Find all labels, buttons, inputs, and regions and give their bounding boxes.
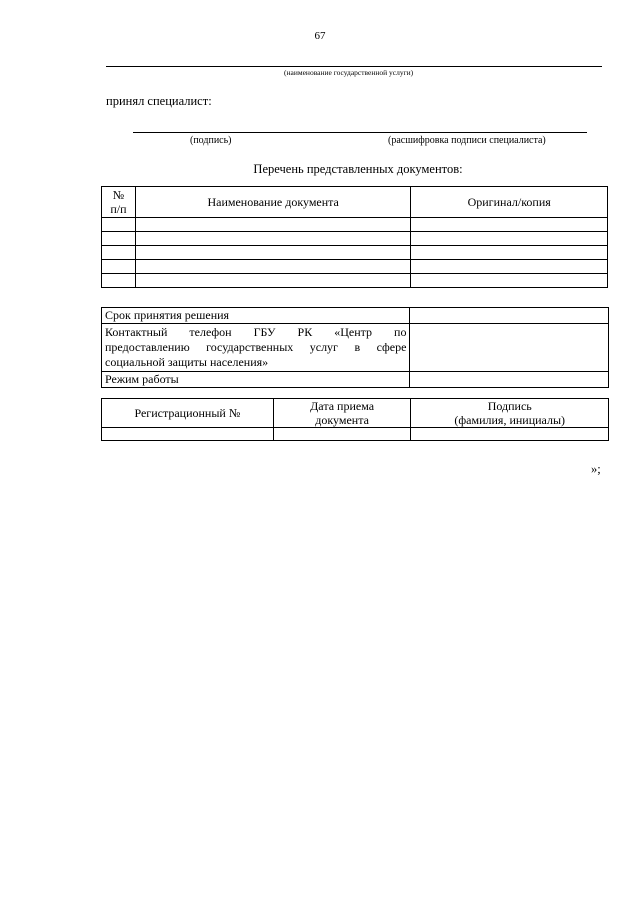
table-row [102, 274, 608, 288]
accepted-label: принял специалист: [106, 94, 212, 108]
contact-line-3: социальной защиты населения» [105, 355, 269, 369]
reg-number-header: Регистрационный № [102, 399, 274, 428]
signature-line [133, 132, 587, 133]
table-row [102, 218, 608, 232]
signature-caption: (подпись) [190, 135, 232, 146]
closing-quote: »; [591, 462, 601, 476]
signature-decode-caption: (расшифровка подписи специалиста) [388, 135, 546, 146]
info-table [101, 307, 609, 388]
table-row [102, 232, 608, 246]
service-name-line [106, 66, 602, 67]
signature-header-line2: (фамилия, инициалы) [454, 413, 566, 427]
table-row [102, 246, 608, 260]
decision-term-label: Срок принятия решения [102, 308, 410, 324]
receipt-date-line1: Дата приема [310, 399, 375, 413]
column-number-line2: п/п [110, 202, 127, 216]
work-mode-label: Режим работы [102, 372, 410, 388]
table-header-row [102, 187, 608, 218]
column-name-header: Наименование документа [135, 187, 410, 218]
registration-table [101, 398, 609, 441]
receipt-date-header [273, 399, 411, 428]
table-row [102, 324, 609, 372]
receipt-date-line2: документа [315, 413, 369, 427]
signature-header [411, 399, 609, 428]
column-number-header [102, 187, 136, 218]
documents-table [101, 186, 608, 288]
table-header-row [102, 399, 609, 428]
signature-header-line1: Подпись [487, 399, 532, 413]
table-row [102, 372, 609, 388]
table-row [102, 308, 609, 324]
service-caption: (наименование государственной услуги) [284, 68, 414, 77]
page-number: 67 [314, 30, 326, 42]
contact-line-2: предоставлению государственных услуг в сфере [105, 340, 407, 354]
contact-phone-label [102, 324, 410, 372]
documents-title: Перечень представленных документов: [253, 162, 463, 176]
table-row [102, 428, 609, 441]
column-number-line1: № [112, 188, 125, 202]
table-row [102, 260, 608, 274]
contact-line-1: Контактный телефон ГБУ РК «Центр по [105, 325, 407, 339]
column-type-header: Оригинал/копия [411, 187, 608, 218]
